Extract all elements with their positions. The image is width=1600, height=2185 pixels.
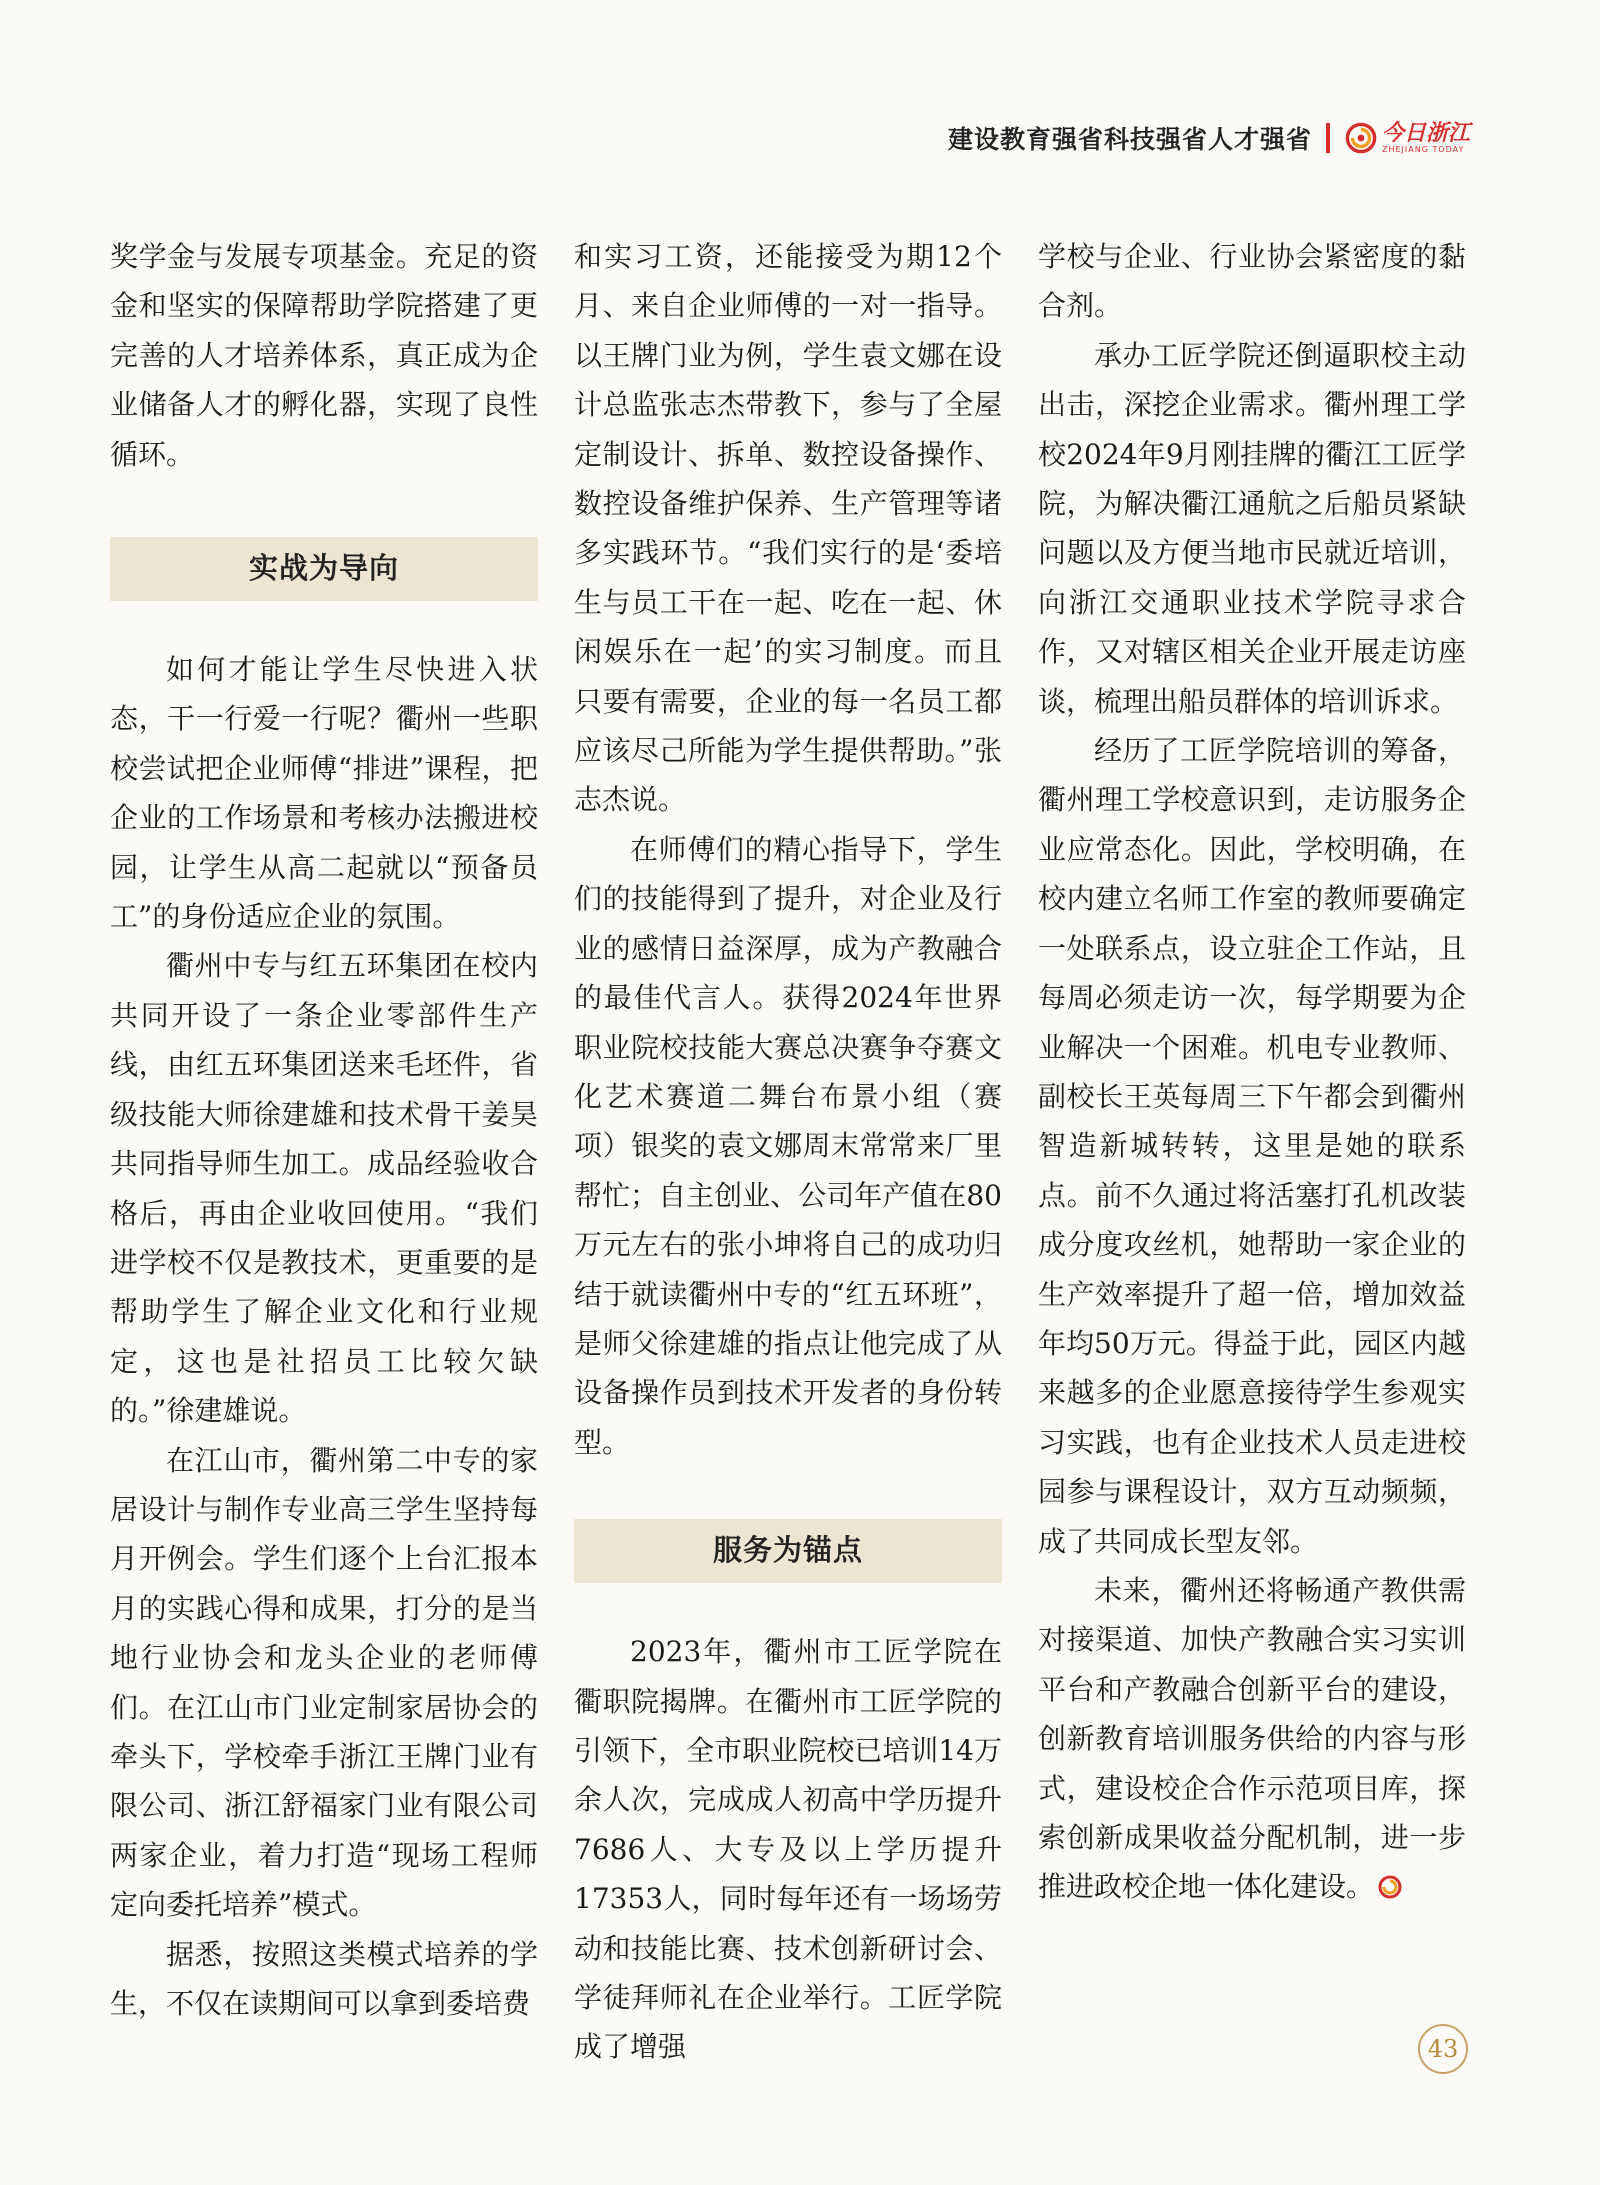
swirl-logo-icon [1344,121,1378,155]
paragraph: 学校与企业、行业协会紧密度的黏合剂。 [1038,240,1466,323]
article-column-1 [110,232,538,2028]
paragraph: 奖学金与发展专项基金。充足的资金和坚实的保障帮助学院搭建了更完善的人才培养体系，真正成为企业储备人才的孵化器，实现了良性循环。 [110,240,538,471]
paragraph: 经历了工匠学院培训的筹备，衢州理工学校意识到，走访服务企业应常态化。因此，学校明确，在校内建立名师工作室的教师要确定一处联系点，设立驻企工作站，且每周必须走访一次，每学期要为企业解决一个困难。机电专业教师、副校长王英每周三下午都会到衢州智造新城转转，这里是她的联系点。前不久通过将活塞打孔机改装成分度攻丝机，她帮助一家企业的生产效率提升了超一倍，增加效益年均50万元。得益于此，园区内越来越多的企业愿意接待学生参观实习实践，也有企业技术人员走进校园参与课程设计，双方互动频频，成了共同成长型友邻。 [1038,734,1466,1558]
section-heading-practice: 实战为导向 [110,537,538,601]
article-column-2 [574,232,1002,2072]
article-end-icon [1378,1875,1402,1899]
paragraph: 在江山市，衢州第二中专的家居设计与制作专业高三学生坚持每月开例会。学生们逐个上台汇报本月的实践心得和成果，打分的是当地行业协会和龙头企业的老师傅们。在江山市门业定制家居协会的牵头下，学校牵手浙江王牌门业有限公司、浙江舒福家门业有限公司两家企业，着力打造“现场工程师定向委托培养”模式。 [110,1443,538,1922]
paragraph: 2023年，衢州市工匠学院在衢职院揭牌。在衢州市工匠学院的引领下，全市职业院校已培训14万余人次，完成成人初高中学历提升7686人、大专及以上学历提升17353人，同时每年还有一场场劳动和技能比赛、技术创新研讨会、学徒拜师礼在企业举行。工匠学院成了增强 [574,1635,1002,2064]
logo-english-text: ZHEJIANG TODAY [1381,145,1465,154]
page-number: 43 [1418,2024,1468,2074]
paragraph: 衢州中专与红五环集团在校内共同开设了一条企业零部件生产线，由红五环集团送来毛坯件，省级技能大师徐建雄和技术骨干姜昊共同指导师生加工。成品经验收合格后，再由企业收回使用。“我们进学校不仅是教技术，更重要的是帮助学生了解企业文化和行业规定，这也是社招员工比较欠缺的。”徐建雄说。 [110,949,538,1428]
header-slogan: 建设教育强省科技强省人才强省 [947,125,1312,154]
page-header [948,118,1470,158]
magazine-logo [1344,121,1470,155]
paragraph: 在师傅们的精心指导下，学生们的技能得到了提升，对企业及行业的感情日益深厚，成为产教融合的最佳代言人。获得2024年世界职业院校技能大赛总决赛争夺赛文化艺术赛道二舞台布景小组（赛项）银奖的袁文娜周末常常来厂里帮忙；自主创业、公司年产值在80万元左右的张小坤将自己的成功归结于就读衢州中专的“红五环班”，是师父徐建雄的指点让他完成了从设备操作员到技术开发者的身份转型。 [574,832,1002,1459]
header-divider [1326,123,1330,153]
logo-chinese-text: 今日浙江 [1381,120,1470,146]
paragraph: 和实习工资，还能接受为期12个月、来自企业师傅的一对一指导。以王牌门业为例，学生袁文娜在设计总监张志杰带教下，参与了全屋定制设计、拆单、数控设备操作、数控设备维护保养、生产管理等诸多实践环节。“我们实行的是‘委培生与员工干在一起、吃在一起、休闲娱乐在一起’的实习制度。而且只要有需要，企业的每一名员工都应该尽己所能为学生提供帮助。”张志杰说。 [574,240,1002,817]
paragraph: 承办工匠学院还倒逼职校主动出击，深挖企业需求。衢州理工学校2024年9月刚挂牌的衢江工匠学院，为解决衢江通航之后船员紧缺问题以及方便当地市民就近培训，向浙江交通职业技术学院寻求合作，又对辖区相关企业开展走访座谈，梳理出船员群体的培训诉求。 [1038,338,1466,718]
article-column-3 [1038,232,1466,1912]
final-paragraph-text: 未来，衢州还将畅通产教供需对接渠道、加快产教融合实习实训平台和产教融合创新平台的建设，创新教育培训服务供给的内容与形式，建设校企合作示范项目库，探索创新成果收益分配机制，进一步推进政校企地一体化建设。 [1038,1573,1466,1904]
paragraph: 如何才能让学生尽快进入状态，干一行爱一行呢？衢州一些职校尝试把企业师傅“排进”课程，把企业的工作场景和考核办法搬进校园，让学生从高二起就以“预备员工”的身份适应企业的氛围。 [110,653,538,934]
paragraph: 据悉，按照这类模式培养的学生，不仅在读期间可以拿到委培费 [110,1937,538,2020]
paragraph-final [1038,1566,1466,1912]
section-heading-service: 服务为锚点 [574,1519,1002,1583]
